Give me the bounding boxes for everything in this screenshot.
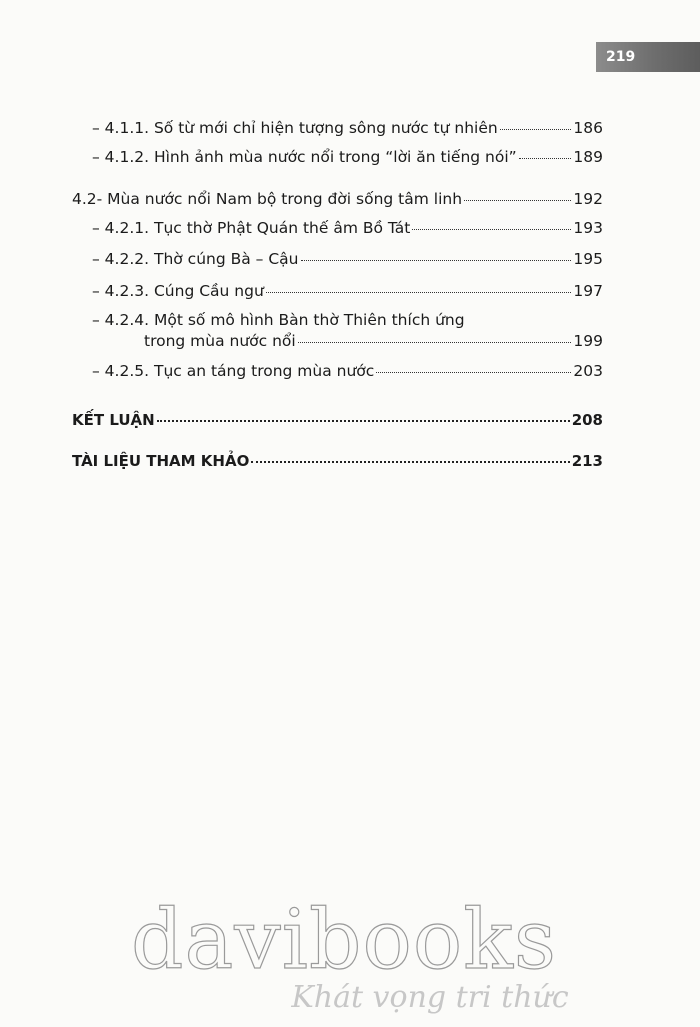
toc-entry-tai-lieu-tham-khao[interactable] bbox=[72, 452, 603, 470]
toc-entry-page: 197 bbox=[573, 282, 603, 300]
toc-entry-label: TÀI LIỆU THAM KHẢO bbox=[72, 452, 250, 470]
page-number: 219 bbox=[606, 49, 636, 65]
dot-leader bbox=[266, 292, 572, 293]
toc-entry-label: trong mùa nước nổi bbox=[144, 332, 296, 350]
toc-entry-4-2-4-line1[interactable]: – 4.2.4. Một số mô hình Bàn thờ Thiên thích ứng bbox=[92, 311, 465, 329]
toc-entry-label: – 4.2.3. Cúng Cầu ngư bbox=[92, 282, 264, 300]
dot-leader bbox=[376, 372, 571, 373]
toc-entry-label: – 4.1.2. Hình ảnh mùa nước nổi trong “lời ăn tiếng nói” bbox=[92, 148, 517, 166]
dot-leader bbox=[157, 420, 570, 422]
toc-entry-4-2-3[interactable] bbox=[92, 282, 603, 300]
dot-leader bbox=[251, 461, 569, 463]
toc-entry-4-2-5[interactable] bbox=[92, 362, 603, 380]
toc-entry-page: 199 bbox=[573, 332, 603, 350]
page-number-tab bbox=[596, 42, 700, 72]
toc-entry-4-2-1[interactable] bbox=[92, 219, 603, 237]
toc-entry-label: – 4.2.5. Tục an táng trong mùa nước bbox=[92, 362, 375, 380]
toc-entry-4-1-1[interactable] bbox=[92, 119, 603, 137]
toc-entry-page: 192 bbox=[573, 190, 603, 208]
dot-leader bbox=[301, 260, 572, 261]
dot-leader bbox=[298, 342, 572, 343]
toc-entry-page: 189 bbox=[573, 148, 603, 166]
toc-entry-label: – 4.2.2. Thờ cúng Bà – Cậu bbox=[92, 250, 299, 268]
toc-entry-ket-luan[interactable] bbox=[72, 411, 603, 429]
dot-leader bbox=[464, 200, 571, 201]
toc-entry-label: – 4.1.1. Số từ mới chỉ hiện tượng sông nước tự nhiên bbox=[92, 119, 498, 137]
watermark-slogan: Khát vọng tri thức bbox=[291, 980, 569, 1015]
toc-entry-4-2-2[interactable] bbox=[92, 250, 603, 268]
toc-entry-page: 213 bbox=[571, 452, 603, 470]
watermark-brand: davibooks bbox=[131, 893, 557, 988]
dot-leader bbox=[412, 229, 571, 230]
dot-leader bbox=[519, 158, 572, 159]
toc-entry-page: 203 bbox=[573, 362, 603, 380]
toc-entry-label: – 4.2.1. Tục thờ Phật Quán thế âm Bồ Tát bbox=[92, 219, 411, 237]
toc-entry-page: 208 bbox=[571, 411, 603, 429]
toc-entry-4-2[interactable] bbox=[72, 190, 603, 208]
toc-entry-page: 195 bbox=[573, 250, 603, 268]
toc-entry-label: 4.2- Mùa nước nổi Nam bộ trong đời sống tâm linh bbox=[72, 190, 463, 208]
toc-entry-4-1-2[interactable] bbox=[92, 148, 603, 166]
dot-leader bbox=[500, 129, 572, 130]
toc-entry-page: 193 bbox=[573, 219, 603, 237]
toc-entry-page: 186 bbox=[573, 119, 603, 137]
toc-entry-4-2-4[interactable] bbox=[144, 332, 603, 350]
toc-entry-label: KẾT LUẬN bbox=[72, 411, 155, 429]
